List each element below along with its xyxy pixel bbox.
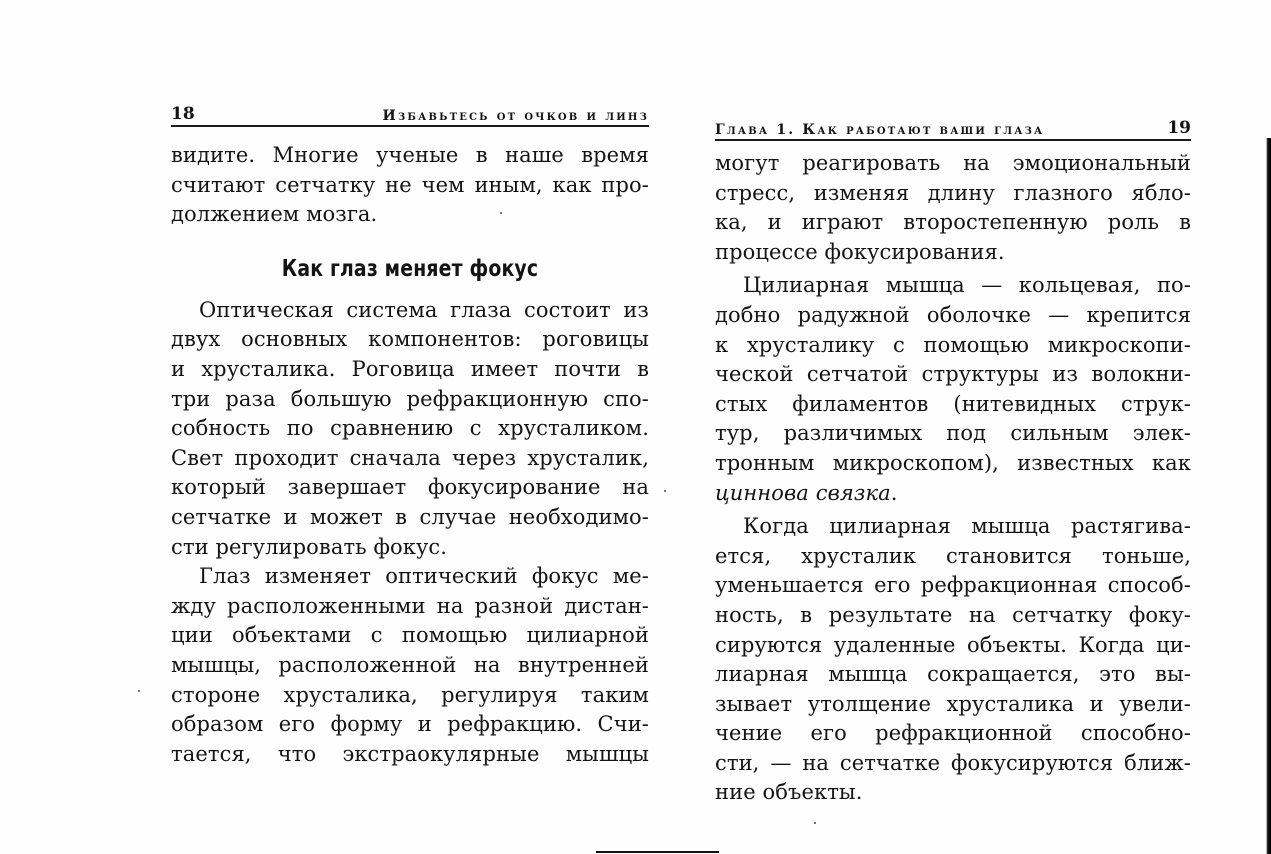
chapter-title-header: Глава 1. Как работают ваши глаза	[715, 122, 1045, 138]
text-line: тур, различимых под сильным элек-	[715, 421, 1191, 446]
text-line: ческой сетчатой структуры из волокни-	[715, 362, 1191, 387]
text-line: стых филаментов (нитевидных струк-	[715, 391, 1191, 416]
text-line: чение его рефракционной способно-	[715, 721, 1191, 746]
text-line: сти регулировать фокус.	[171, 534, 448, 559]
scan-edge-shadow	[1266, 138, 1271, 854]
text-line: к хрусталику с помощью микроскопи-	[715, 332, 1191, 357]
scan-speck	[138, 690, 140, 692]
text-line: двух основных компонентов: роговицы	[171, 327, 649, 352]
text-line	[715, 479, 1191, 509]
text-line: тронным микроскопом), известных как	[715, 450, 1191, 475]
text-line: Свет проходит сначала через хрусталик,	[171, 445, 649, 470]
text-line: должением мозга.	[171, 202, 378, 227]
text-line: ции объектами с помощью цилиарной	[171, 623, 649, 648]
text-line: зывает утолщение хрусталика и увели-	[715, 691, 1191, 716]
text-line: жду расположенными на разной дистан-	[171, 593, 649, 618]
paragraph-ciliary-muscle	[715, 271, 1191, 508]
text-line: образом его форму и рефракцию. Счи-	[171, 712, 649, 737]
paragraph-optical-system	[171, 296, 649, 562]
section-heading: Как глаз меняет фокус	[281, 255, 539, 282]
text-line: процессе фокусирования.	[715, 239, 1005, 264]
text-line: Цилиарная мышца — кольцевая, по-	[743, 273, 1191, 298]
scan-bottom-mark	[596, 851, 719, 853]
text-line: мышцы, расположенной на внутренней	[171, 652, 649, 677]
text-line: Когда цилиарная мышца растягива-	[743, 514, 1191, 539]
paragraph-focus-change	[171, 562, 649, 769]
text-line: ется, хрусталик становится тоньше,	[715, 543, 1191, 568]
text-line: ние объекты.	[715, 780, 863, 805]
scan-speck	[500, 212, 502, 214]
book-title-header: Избавьтесь от очков и линз	[382, 108, 649, 124]
right-page	[715, 114, 1191, 808]
text-line: лиарная мышца сокращается, это вы-	[715, 662, 1191, 687]
text-line: собность по сравнению с хрусталиком.	[171, 416, 649, 441]
text-line: стороне хрусталика, регулируя таким	[171, 682, 649, 707]
page-number-left: 18	[171, 104, 195, 124]
paragraph-muscle-stretch	[715, 512, 1191, 808]
left-page	[171, 100, 649, 769]
text-line: три раза большую рефракционную спо-	[171, 386, 649, 411]
text-line: ка, и играют второстепенную роль в	[715, 210, 1191, 235]
paragraph-continuation-right	[715, 149, 1191, 267]
text-line: сти, — на сетчатке фокусируются ближ-	[715, 750, 1191, 775]
text-line: сетчатке и может в случае необходимо-	[171, 504, 649, 529]
right-running-head	[715, 114, 1191, 141]
text-line: считают сетчатку не чем иным, как про-	[171, 172, 649, 197]
paragraph-continuation-left	[171, 141, 649, 230]
left-running-head	[171, 100, 649, 127]
text-line: сируются удаленные объекты. Когда ци-	[715, 632, 1191, 657]
punctuation: .	[890, 480, 898, 505]
text-line: тается, что экстраокулярные мышцы	[171, 741, 649, 766]
text-line: ность, в результате на сетчатку фоку-	[715, 602, 1191, 627]
scan-speck	[664, 490, 666, 492]
text-line: Глаз изменяет оптический фокус ме-	[199, 564, 649, 589]
text-line: видите. Многие ученые в наше время	[171, 143, 649, 167]
zinn-ligament-term: циннова связка	[715, 480, 891, 505]
text-line: могут реагировать на эмоциональный	[715, 151, 1191, 175]
scan-speck	[814, 822, 816, 824]
text-line: уменьшается его рефракционная способ-	[715, 573, 1191, 598]
text-line: Оптическая система глаза состоит из	[199, 297, 649, 322]
text-line: и хрусталика. Роговица имеет почти в	[171, 356, 649, 381]
text-line: добно радужной оболочке — крепится	[715, 302, 1191, 327]
text-line: который завершает фокусирование на	[171, 475, 649, 500]
page-number-right: 19	[1167, 118, 1191, 138]
text-line: стресс, изменяя длину глазного ябло-	[715, 180, 1191, 205]
